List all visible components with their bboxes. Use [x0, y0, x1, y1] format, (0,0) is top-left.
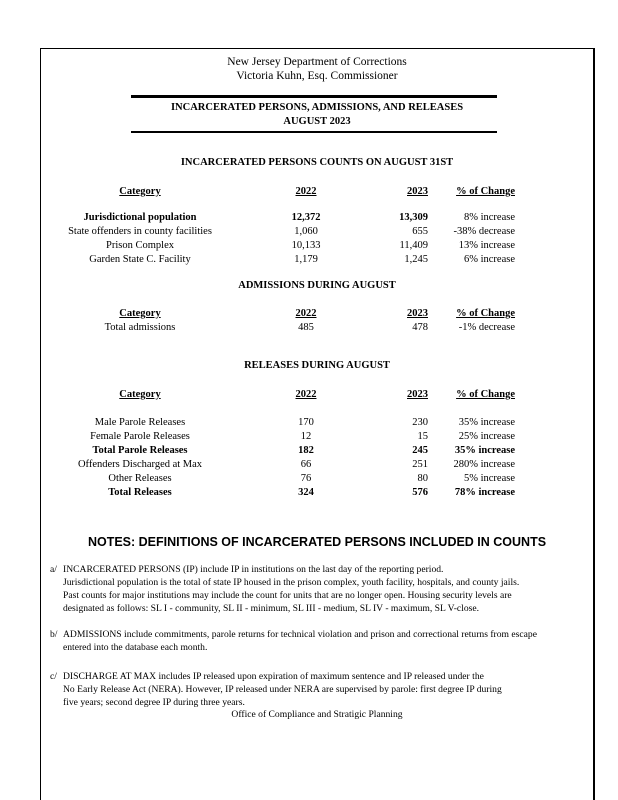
releases-row-category: Offenders Discharged at Max [77, 459, 203, 470]
releases-row-2022: 66 [300, 459, 312, 470]
releases-row-2022: 182 [298, 445, 314, 456]
admissions-row-2023: 478 [412, 322, 428, 333]
counts-row-2023: 11,409 [399, 240, 428, 251]
title-rule-bottom [131, 131, 497, 133]
admissions-row-change: -1% decrease [458, 322, 515, 333]
counts-row-2023: 1,245 [404, 254, 428, 265]
counts-col-2023: 2023 [407, 186, 428, 197]
counts-row-change: 8% increase [463, 212, 515, 223]
note-b-marker: b/ [50, 629, 58, 640]
releases-row-change: 35% increase [458, 417, 515, 428]
note-b [50, 628, 583, 654]
note-line: No Early Release Act (NERA). However, IP released under NERA are supervised by parole: first degree IP during [63, 684, 502, 695]
note-line: Past counts for major institutions may include the count for units that are no longer open. Housing security levels are [63, 590, 512, 601]
releases-row-2023: 576 [412, 487, 428, 498]
releases-col-2022: 2022 [295, 389, 317, 400]
footer-office: Office of Compliance and Stratigic Planning [231, 709, 403, 720]
counts-row-change: 13% increase [458, 240, 515, 251]
note-line: designated as follows: SL I - community, SL II - minimum, SL III - medium, SL IV - maximum, SL V-close. [63, 603, 480, 614]
releases-row-2023: 80 [417, 473, 428, 484]
admissions-col-category: Category [119, 308, 161, 319]
releases-row-category: Male Parole Releases [94, 417, 186, 428]
counts-row-2022: 12,372 [291, 212, 321, 223]
note-c [50, 670, 583, 709]
counts-row-2023: 13,309 [399, 212, 428, 223]
releases-row-2022: 170 [298, 417, 314, 428]
releases-row-2023: 230 [412, 417, 428, 428]
note-line: entered into the database each month. [63, 642, 208, 653]
note-line: ADMISSIONS include commitments, parole returns for technical violation and prison and correctional returns from escape [63, 629, 537, 640]
note-line: DISCHARGE AT MAX includes IP released upon expiration of maximum sentence and IP released under the [63, 671, 484, 682]
counts-heading: INCARCERATED PERSONS COUNTS ON AUGUST 31ST [180, 157, 454, 168]
releases-row-2023: 251 [412, 459, 428, 470]
releases-row-2023: 15 [417, 431, 428, 442]
releases-row-category: Total Releases [108, 487, 172, 498]
counts-row-change: 6% increase [463, 254, 515, 265]
releases-row-category: Other Releases [108, 473, 172, 484]
counts-row-change: -38% decrease [453, 226, 515, 237]
report-title: INCARCERATED PERSONS, ADMISSIONS, AND RELEASES [170, 102, 464, 113]
releases-row-category: Total Parole Releases [92, 445, 188, 456]
note-a-marker: a/ [50, 564, 57, 575]
counts-col-category: Category [119, 186, 161, 197]
note-c-marker: c/ [50, 671, 57, 682]
counts-row-2023: 655 [412, 226, 428, 237]
report-period: AUGUST 2023 [283, 116, 351, 127]
admissions-col-change: % of Change [456, 308, 515, 319]
note-line: Jurisdictional population is the total of state IP housed in the prison complex, youth facility, hospitals, and county jails. [63, 577, 520, 588]
admissions-col-2022: 2022 [295, 308, 317, 319]
counts-row-category: State offenders in county facilities [68, 226, 212, 237]
releases-row-2022: 76 [300, 473, 312, 484]
releases-col-change: % of Change [456, 389, 515, 400]
department-name: New Jersey Department of Corrections [227, 56, 407, 68]
releases-col-2023: 2023 [407, 389, 428, 400]
commissioner-name: Victoria Kuhn, Esq. Commissioner [236, 70, 398, 82]
releases-row-change: 5% increase [463, 473, 515, 484]
releases-row-2022: 324 [298, 487, 314, 498]
counts-row-2022: 1,060 [294, 226, 318, 237]
counts-row-category: Garden State C. Facility [89, 254, 191, 265]
releases-row-2022: 12 [300, 431, 312, 442]
releases-row-2023: 245 [412, 445, 428, 456]
note-a [50, 563, 583, 615]
title-rule-top [131, 95, 497, 98]
releases-row-change: 78% increase [454, 487, 515, 498]
note-line: INCARCERATED PERSONS (IP) include IP in institutions on the last day of the reporting period. [63, 564, 444, 575]
admissions-row-category: Total admissions [104, 322, 176, 333]
admissions-col-2023: 2023 [407, 308, 428, 319]
releases-row-change: 35% increase [454, 445, 515, 456]
releases-heading: RELEASES DURING AUGUST [244, 360, 390, 371]
releases-row-change: 280% increase [453, 459, 515, 470]
counts-col-2022: 2022 [295, 186, 317, 197]
page-border-top [40, 48, 595, 49]
counts-row-category: Jurisdictional population [83, 212, 197, 223]
releases-col-category: Category [119, 389, 161, 400]
page-border-right [593, 48, 595, 800]
note-line: five years; second degree IP during three years. [63, 697, 245, 708]
admissions-row-2022: 485 [298, 322, 314, 333]
releases-row-category: Female Parole Releases [90, 431, 190, 442]
admissions-heading: ADMISSIONS DURING AUGUST [238, 280, 396, 291]
releases-row-change: 25% increase [458, 431, 515, 442]
notes-title: NOTES: DEFINITIONS OF INCARCERATED PERSONS INCLUDED IN COUNTS [87, 535, 547, 549]
counts-col-change: % of Change [456, 186, 515, 197]
counts-row-2022: 1,179 [294, 254, 318, 265]
counts-row-category: Prison Complex [106, 240, 174, 251]
counts-row-2022: 10,133 [291, 240, 321, 251]
